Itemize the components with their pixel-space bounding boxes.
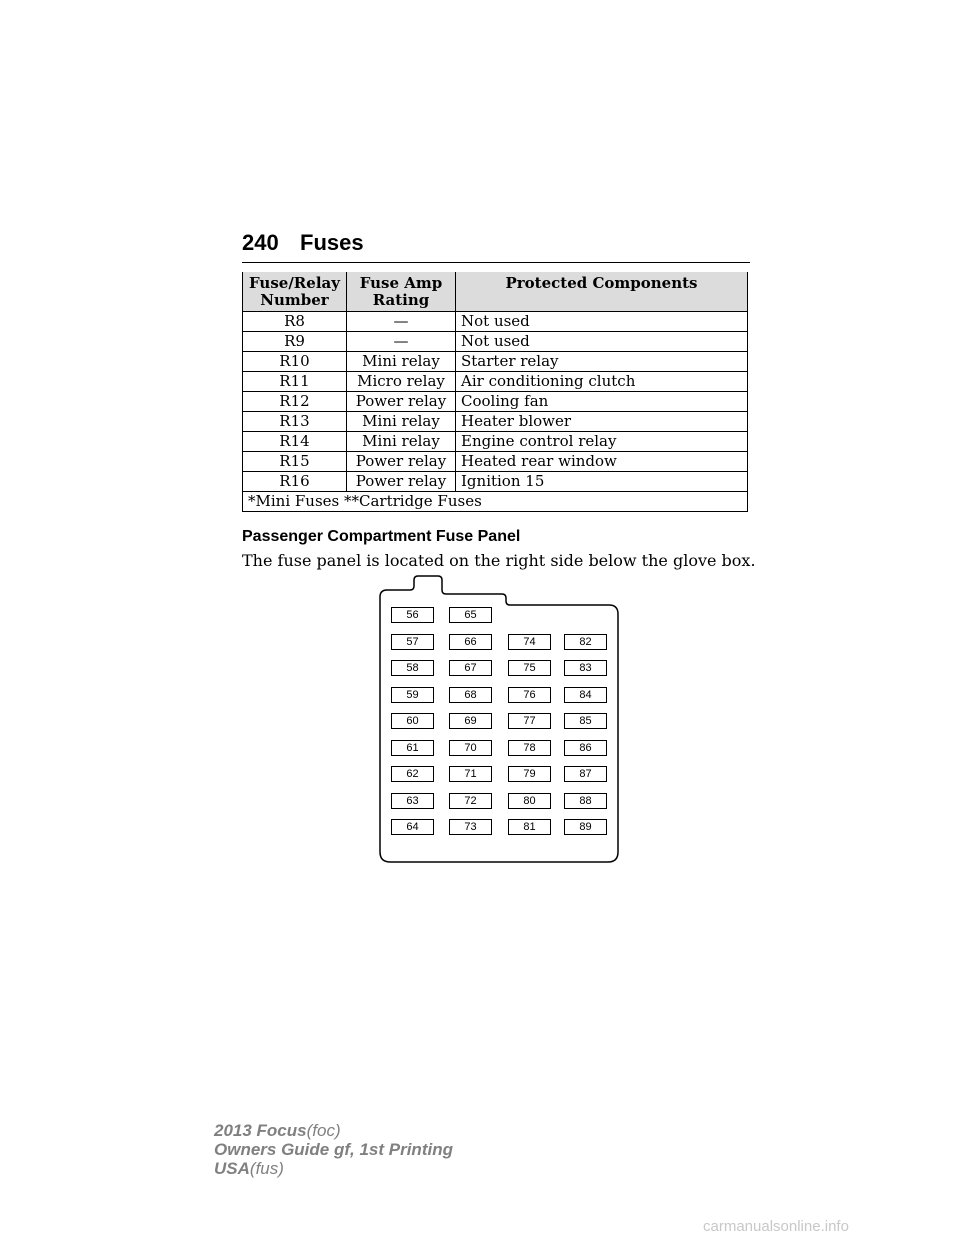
table-row [243, 332, 748, 352]
fuse-85: 85 [564, 713, 607, 729]
cell-rating: Micro relay [347, 372, 456, 392]
fuse-59: 59 [391, 687, 434, 703]
header-protected-components: Protected Components [456, 272, 748, 312]
fuse-58: 58 [391, 660, 434, 676]
fuse-87: 87 [564, 766, 607, 782]
table-header-row [243, 272, 748, 312]
cell-component: Heater blower [456, 412, 748, 432]
fuse-66: 66 [449, 634, 492, 650]
cell-number: R8 [243, 312, 347, 332]
cell-rating: — [347, 332, 456, 352]
fuse-70: 70 [449, 740, 492, 756]
header-fuse-relay-number: Fuse/Relay Number [243, 272, 347, 312]
fuse-78: 78 [508, 740, 551, 756]
cell-number: R15 [243, 452, 347, 472]
fuse-68: 68 [449, 687, 492, 703]
table-footnote: *Mini Fuses **Cartridge Fuses [243, 492, 748, 512]
cell-number: R11 [243, 372, 347, 392]
fuse-88: 88 [564, 793, 607, 809]
table-row [243, 472, 748, 492]
cell-rating: Mini relay [347, 352, 456, 372]
cell-component: Engine control relay [456, 432, 748, 452]
cell-number: R14 [243, 432, 347, 452]
footer-line-2: Owners Guide gf, 1st Printing [214, 1140, 453, 1159]
table-row [243, 372, 748, 392]
cell-component: Heated rear window [456, 452, 748, 472]
fuse-82: 82 [564, 634, 607, 650]
cell-rating: Power relay [347, 452, 456, 472]
fuse-67: 67 [449, 660, 492, 676]
cell-component: Starter relay [456, 352, 748, 372]
cell-rating: Power relay [347, 472, 456, 492]
fuse-77: 77 [508, 713, 551, 729]
table-row [243, 312, 748, 332]
header-fuse-amp-rating: Fuse Amp Rating [347, 272, 456, 312]
fuse-61: 61 [391, 740, 434, 756]
fuse-79: 79 [508, 766, 551, 782]
fuse-89: 89 [564, 819, 607, 835]
table-row [243, 452, 748, 472]
fuse-relay-table [242, 272, 748, 512]
page-header [242, 230, 750, 263]
cell-component: Air conditioning clutch [456, 372, 748, 392]
cell-rating: — [347, 312, 456, 332]
fuse-57: 57 [391, 634, 434, 650]
fuse-73: 73 [449, 819, 492, 835]
fuse-60: 60 [391, 713, 434, 729]
fuse-56: 56 [391, 607, 434, 623]
cell-component: Not used [456, 312, 748, 332]
paragraph: The fuse panel is located on the right side below the glove box. [242, 551, 756, 570]
footer-line-3: USA(fus) [214, 1159, 284, 1178]
fuse-80: 80 [508, 793, 551, 809]
fuse-74: 74 [508, 634, 551, 650]
cell-number: R12 [243, 392, 347, 412]
fuse-81: 81 [508, 819, 551, 835]
page-number: 240 [242, 230, 279, 255]
table-row [243, 352, 748, 372]
subheading: Passenger Compartment Fuse Panel [242, 528, 521, 545]
fuse-72: 72 [449, 793, 492, 809]
cell-rating: Mini relay [347, 412, 456, 432]
watermark: carmanualsonline.info [703, 1218, 849, 1235]
fuse-65: 65 [449, 607, 492, 623]
cell-rating: Power relay [347, 392, 456, 412]
table-row [243, 432, 748, 452]
fuse-69: 69 [449, 713, 492, 729]
fuse-71: 71 [449, 766, 492, 782]
fuse-panel-diagram [376, 572, 622, 866]
cell-number: R13 [243, 412, 347, 432]
cell-component: Ignition 15 [456, 472, 748, 492]
table-footnote-row [243, 492, 748, 512]
table-row [243, 412, 748, 432]
cell-rating: Mini relay [347, 432, 456, 452]
table-body [243, 312, 748, 512]
section-title: Fuses [300, 230, 364, 255]
fuse-83: 83 [564, 660, 607, 676]
cell-component: Not used [456, 332, 748, 352]
fuse-86: 86 [564, 740, 607, 756]
cell-number: R9 [243, 332, 347, 352]
fuse-76: 76 [508, 687, 551, 703]
fuse-64: 64 [391, 819, 434, 835]
footer-line-1: 2013 Focus(foc) [214, 1121, 341, 1140]
fuse-75: 75 [508, 660, 551, 676]
footer [214, 1121, 453, 1178]
table-row [243, 392, 748, 412]
fuse-62: 62 [391, 766, 434, 782]
cell-number: R16 [243, 472, 347, 492]
cell-component: Cooling fan [456, 392, 748, 412]
fuse-63: 63 [391, 793, 434, 809]
fuse-84: 84 [564, 687, 607, 703]
cell-number: R10 [243, 352, 347, 372]
